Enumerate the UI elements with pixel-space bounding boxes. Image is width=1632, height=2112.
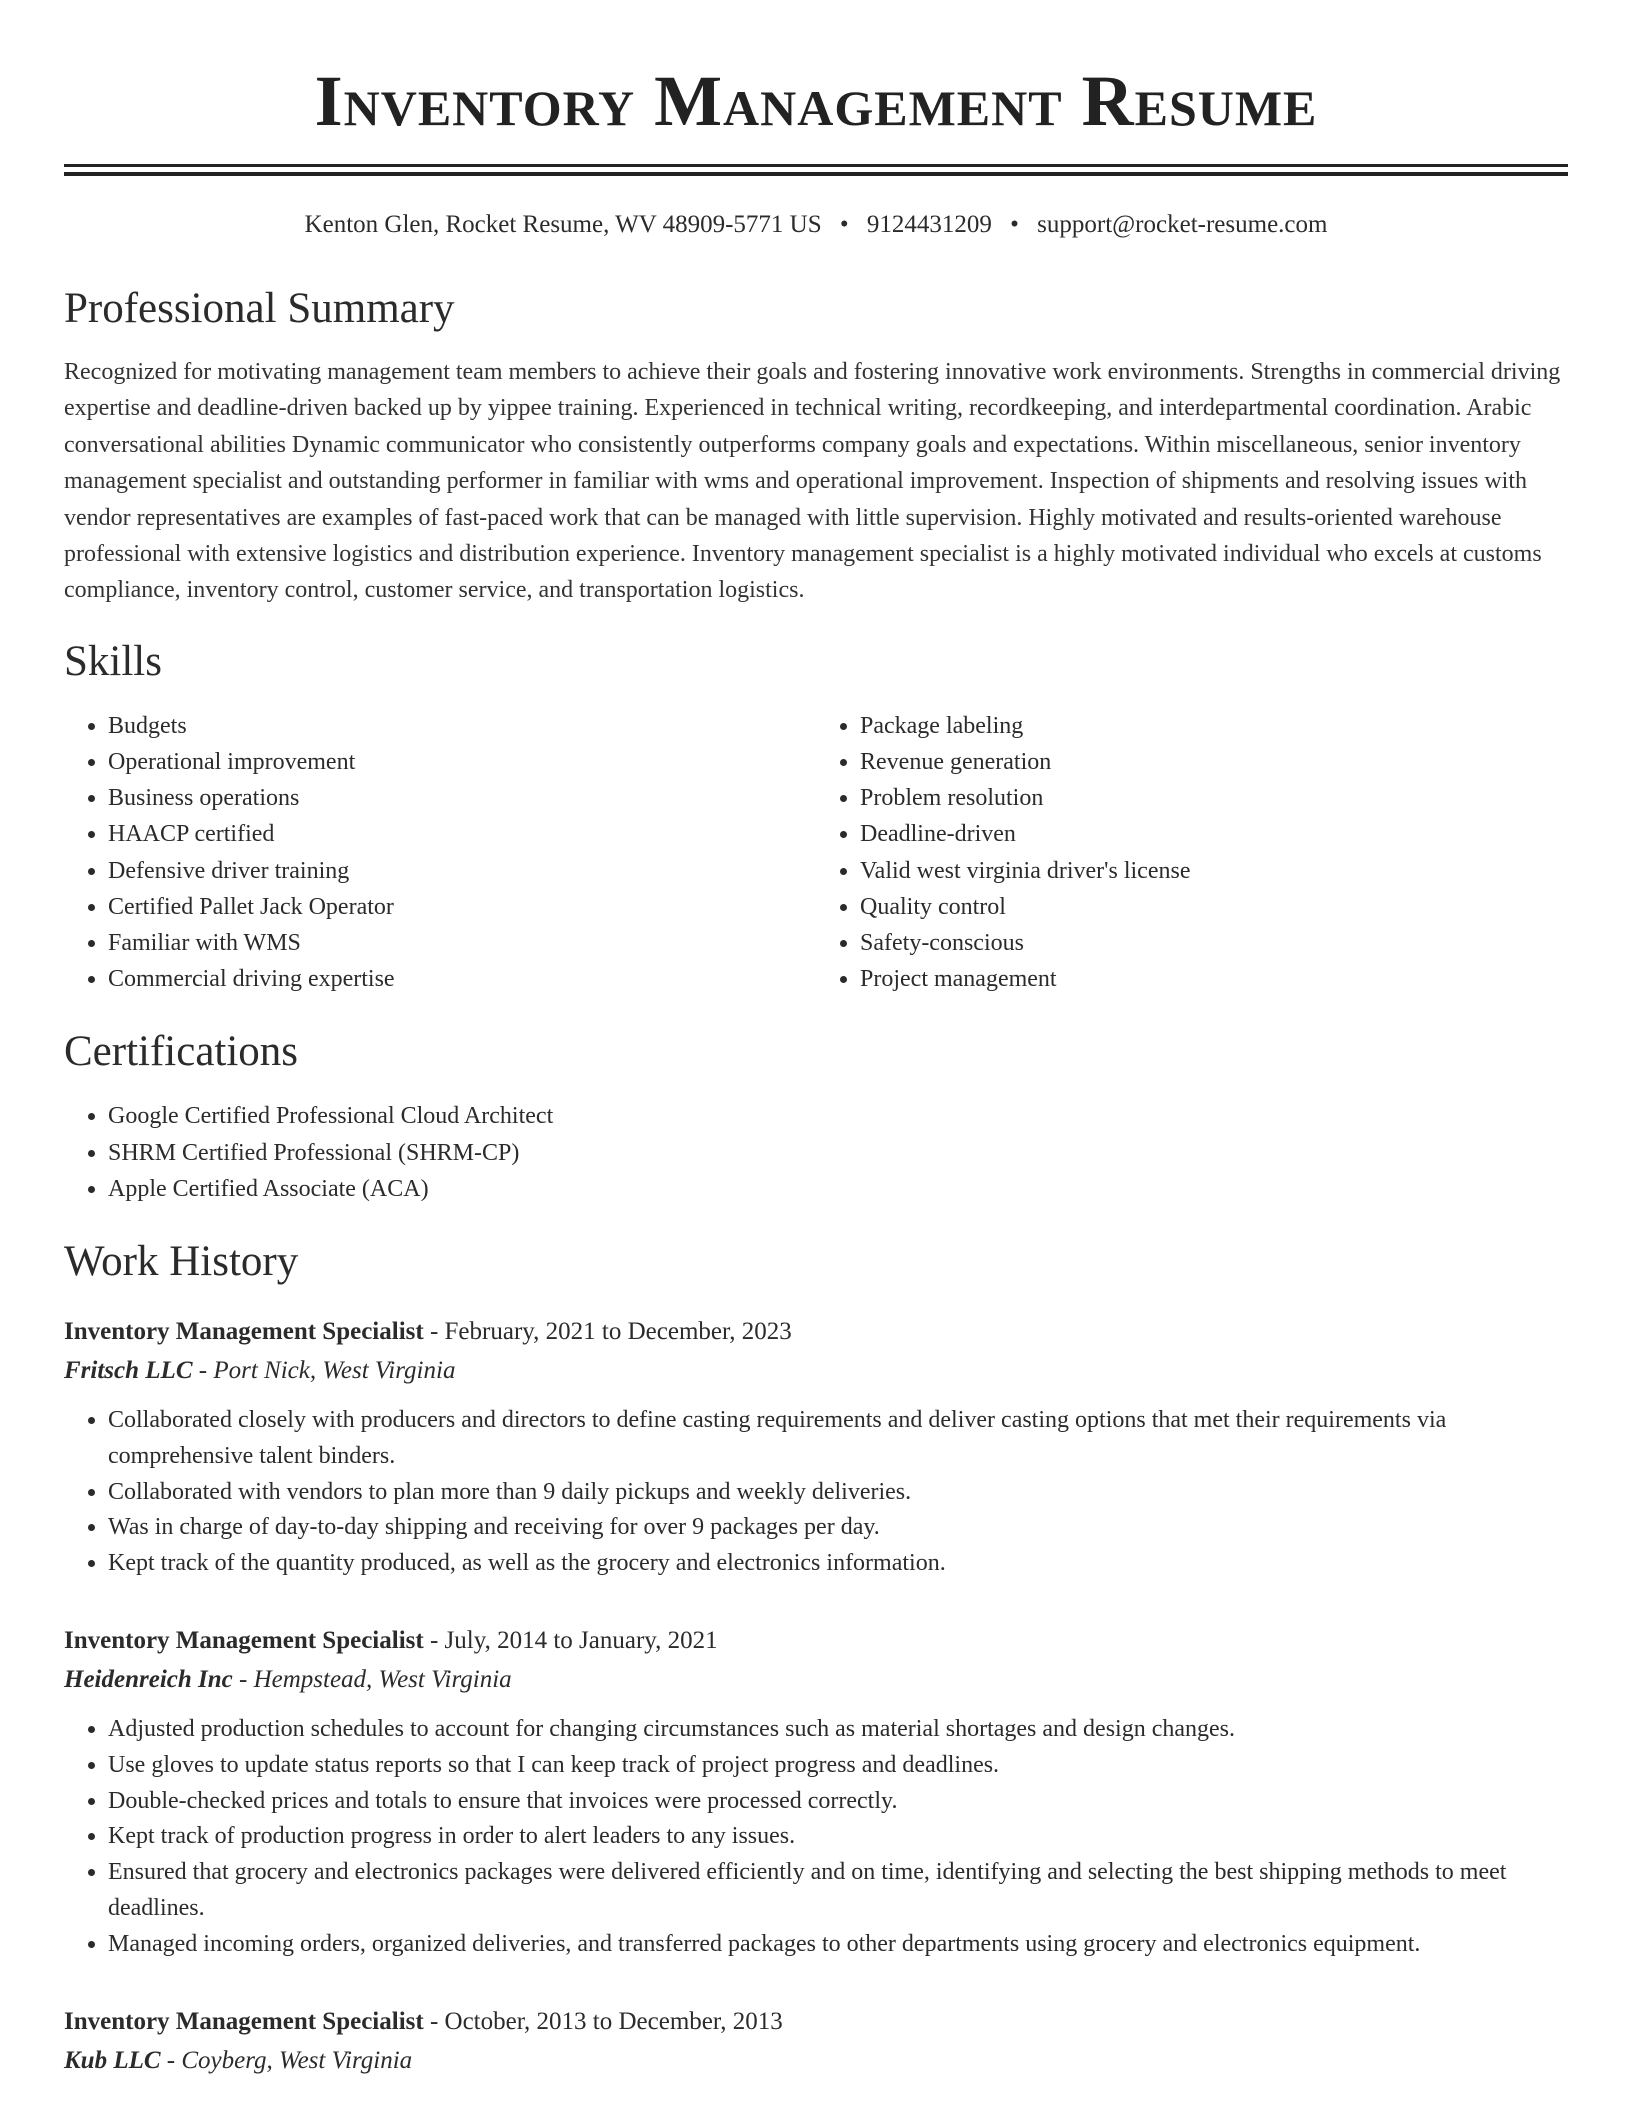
certifications-heading: Certifications [64,1028,299,1076]
resume-title: Inventory Management Resume [314,61,1318,141]
skill-item: • Revenue generation [860,744,1568,780]
job-company-line [64,1351,1568,1391]
job-company-line [64,2041,1568,2081]
skill-item: • Valid west virginia driver's license [860,853,1568,889]
skill-item: • Business operations [108,780,816,816]
certification-item: • Apple Certified Associate (ACA) [108,1171,1568,1207]
contact-separator: • [839,211,849,238]
job-company-line [64,1660,1568,1700]
job-bullet: • Adjusted production schedules to account for changing circumstances such as material shortages and design changes. [108,1712,1568,1748]
skill-item: • Defensive driver training [108,853,816,889]
contact-separator: • [1010,211,1019,238]
job-bullet: • Double-checked prices and totals to ensure that invoices were processed correctly. [108,1784,1568,1820]
job-entry [64,1313,1568,1582]
job-location: Hempstead, West Virginia [253,1666,512,1694]
job-bullet: • Kept track of the quantity produced, as well as the grocery and electronics information. [108,1546,1568,1582]
contact-email[interactable]: support@rocket-resume.com [1037,211,1328,238]
skill-item: • Safety-conscious [860,925,1568,961]
job-bullet: • Use gloves to update status reports so that I can keep track of project progress and deadlines. [108,1748,1568,1784]
skill-item: • Project management [860,961,1568,997]
job-title: Inventory Management Specialist [64,2007,424,2035]
job-bullet: • Kept track of production progress in order to alert leaders to any issues. [108,1819,1568,1855]
skill-item: • HAACP certified [108,816,816,852]
title-rule-bottom [64,172,1568,176]
certification-item: • SHRM Certified Professional (SHRM-CP) [108,1135,1568,1171]
title-rule-top [64,164,1568,167]
job-bullet: • Managed incoming orders, organized deliveries, and transferred packages to other departments using grocery and electronics equipment. [108,1927,1568,1963]
job-location: Coyberg, West Virginia [181,2046,413,2074]
job-bullet: • Was in charge of day-to-day shipping and receiving for over 9 packages per day. [108,1510,1568,1546]
job-dash: - [192,1357,214,1385]
job-entry [64,1622,1568,1963]
skill-item: • Deadline-driven [860,816,1568,852]
job-dates: February, 2021 to December, 2023 [444,1318,792,1346]
contact-phone: 9124431209 [866,211,992,238]
job-bullet: • Collaborated closely with producers and directors to define casting requirements and deliver casting options that met their requirements via comprehensive talent binders. [108,1403,1568,1475]
skill-item: • Quality control [860,889,1568,925]
contact-address: Kenton Glen, Rocket Resume, WV 48909-5771 US [304,211,822,238]
certification-item: • Google Certified Professional Cloud Architect [108,1098,1568,1134]
resume-page [64,0,1568,2081]
job-title-line [64,1313,1568,1351]
skill-item: • Familiar with WMS [108,925,816,961]
skill-item: • Certified Pallet Jack Operator [108,889,816,925]
skill-item: • Problem resolution [860,780,1568,816]
skill-item: • Operational improvement [108,744,816,780]
job-company: Kub LLC [64,2046,161,2074]
job-title: Inventory Management Specialist [64,1627,424,1655]
summary-text: Recognized for motivating management team members to achieve their goals and fostering innovative work environments. Strengths in commercial driving expertise and deadline-driven backed up by yippee training. Experienced in technical writing, recordkeeping, and interdepartmental coordination. Arabic conversational abilities Dynamic communicator who consistently outperforms company goals and expectations. Within miscellaneous, senior inventory management specialist and outstanding performer in familiar with wms and operational improvement. Inspection of shipments and resolving issues with vendor representatives are examples of fast-paced work that can be managed with little supervision. Highly motivated and results-oriented warehouse professional with extensive logistics and distribution experience. Inventory management specialist is a highly motivated individual who excels at customs compliance, inventory control, customer service, and transportation logistics. [64,359,1561,604]
skill-item: • Budgets [108,708,816,744]
summary-heading: Professional Summary [64,285,455,332]
job-dash: - [423,2007,445,2035]
job-dash: - [160,2046,182,2074]
job-dash: - [423,1627,445,1655]
job-dates: October, 2013 to December, 2013 [444,2007,783,2035]
job-bullet: • Ensured that grocery and electronics packages were delivered efficiently and on time, identifying and selecting the best shipping methods to meet deadlines. [108,1855,1568,1927]
skills-columns [64,708,1568,998]
job-dash: - [232,1666,254,1694]
job-company: Heidenreich Inc [64,1666,233,1694]
job-title: Inventory Management Specialist [64,1318,424,1346]
job-bullet: • Collaborated with vendors to plan more than 9 daily pickups and weekly deliveries. [108,1475,1568,1511]
certifications-list [64,1098,1568,1207]
job-bullets [64,1403,1568,1582]
job-title-line [64,2003,1568,2041]
skills-list-left [64,708,816,998]
job-location: Port Nick, West Virginia [213,1357,456,1385]
skills-list-right [816,708,1568,998]
work-history-heading: Work History [64,1238,299,1286]
job-bullets [64,1712,1568,1963]
skill-item: • Commercial driving expertise [108,961,816,997]
skill-item: • Package labeling [860,708,1568,744]
job-title-line [64,1622,1568,1660]
job-entry [64,2003,1568,2081]
contact-line [64,208,1568,242]
job-dates: July, 2014 to January, 2021 [444,1627,718,1655]
job-company: Fritsch LLC [64,1357,193,1385]
job-dash: - [423,1318,445,1346]
skills-heading: Skills [64,637,162,685]
